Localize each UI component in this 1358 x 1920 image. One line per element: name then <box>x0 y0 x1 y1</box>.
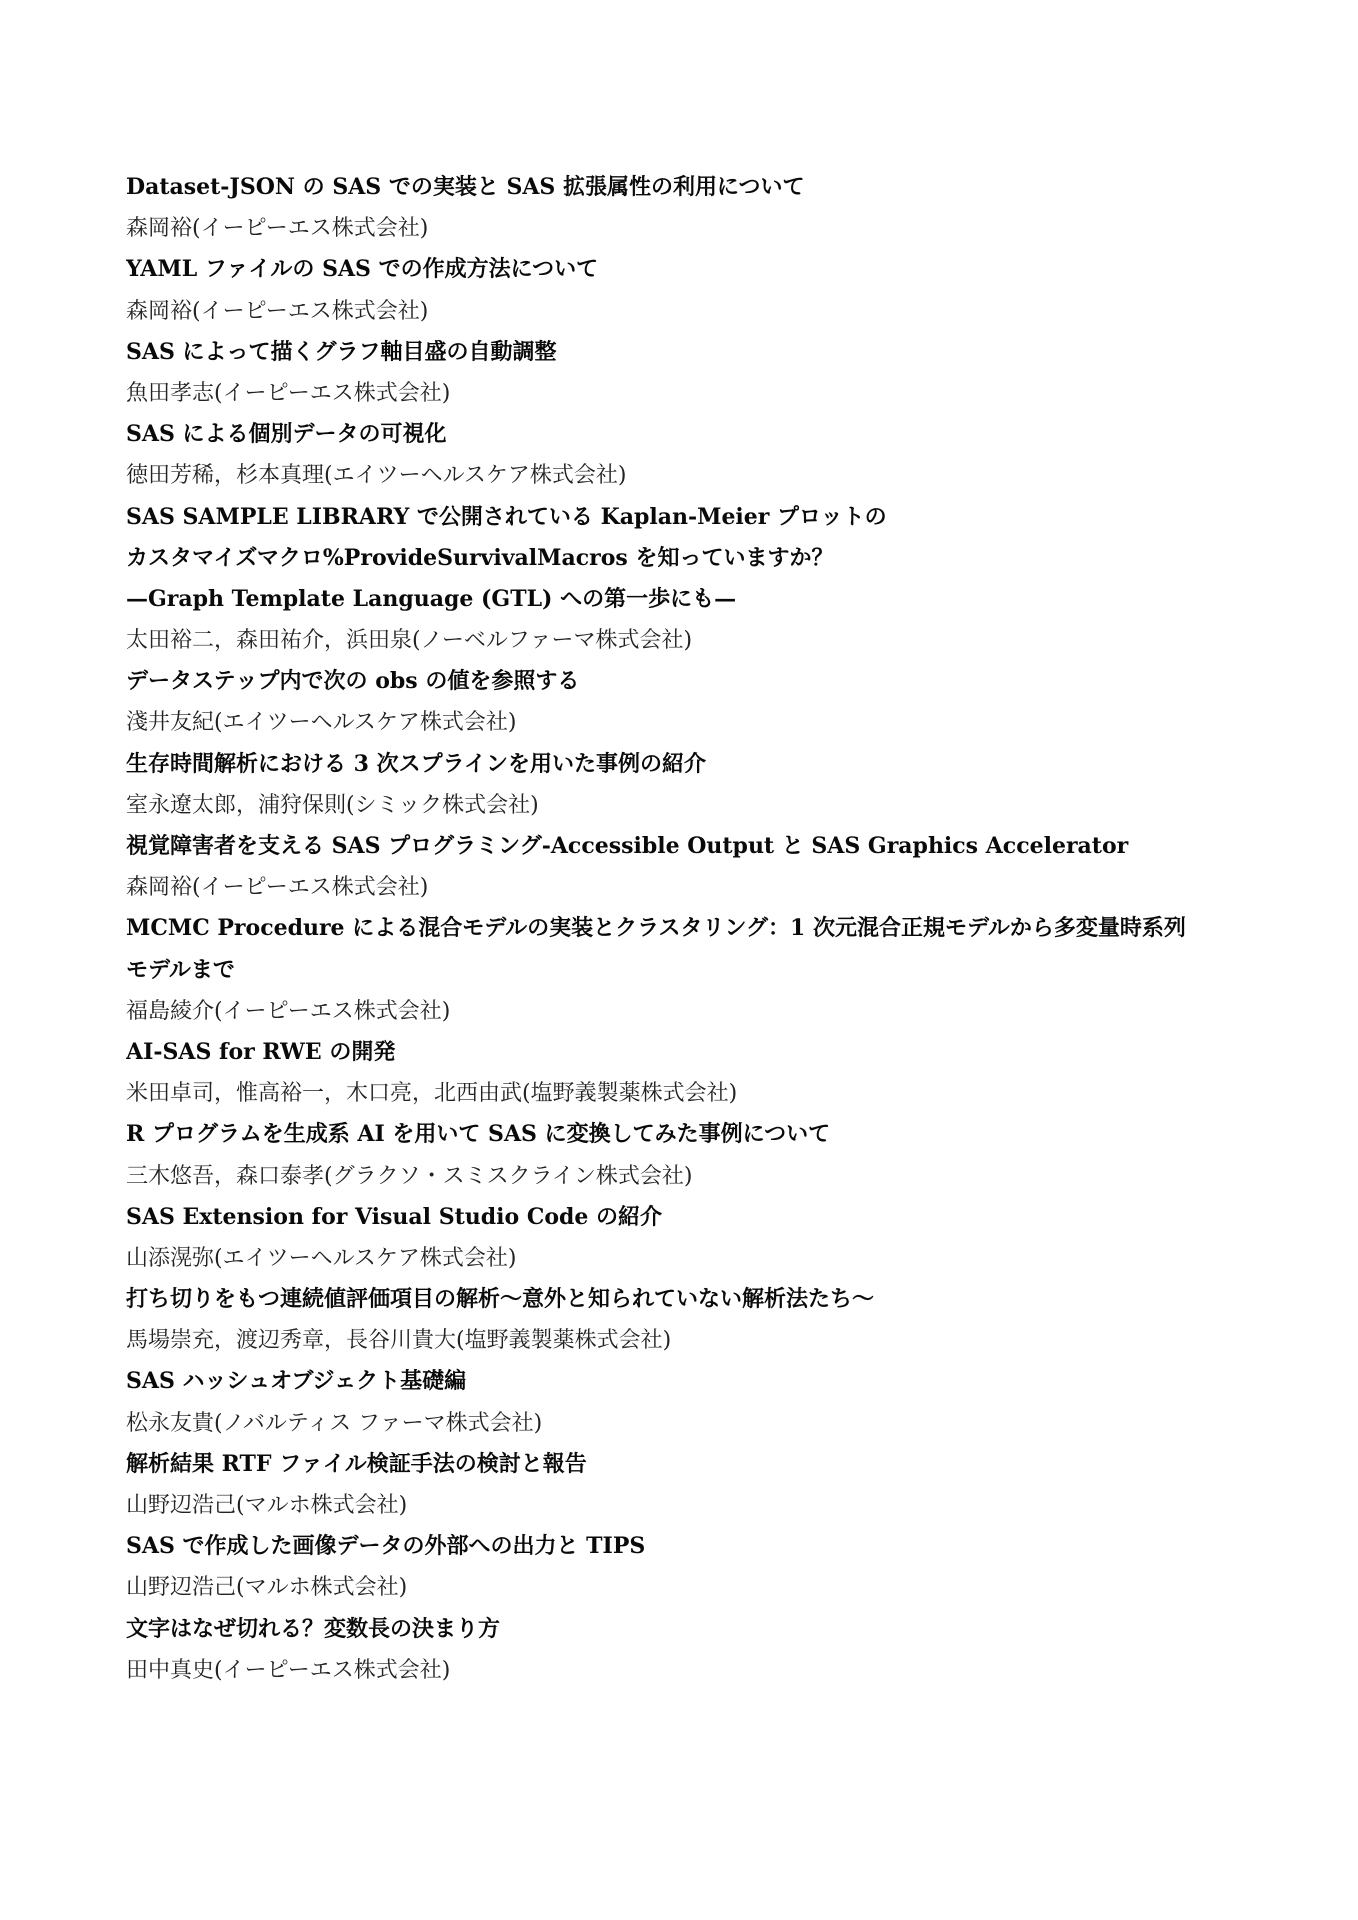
list-item <box>126 826 1266 908</box>
presentation-list <box>126 167 1266 1691</box>
presentation-authors: 徳田芳稀，杉本真理(エイツーヘルスケア株式会社) <box>126 463 627 489</box>
presentation-authors: 室永遼太郎，浦狩保則(シミック株式会社) <box>126 792 539 818</box>
presentation-title: AI-SAS for RWE の開発 <box>126 1038 396 1065</box>
presentation-title: 生存時間解析における 3 次スプラインを用いた事例の紹介 <box>126 750 706 777</box>
presentation-authors: 太田裕二，森田祐介，浜田泉(ノーベルファーマ株式会社) <box>126 628 693 654</box>
presentation-title: YAML ファイルの SAS での作成方法について <box>126 256 599 283</box>
list-item <box>126 908 1266 1032</box>
list-item <box>126 661 1266 743</box>
presentation-title: R プログラムを生成系 AI を用いて SAS に変換してみた事例について <box>126 1121 831 1148</box>
presentation-subtitle: —Graph Template Language (GTL) への第一歩にも— <box>126 585 737 612</box>
list-item <box>126 1114 1266 1196</box>
list-item <box>126 414 1266 496</box>
list-item <box>126 249 1266 331</box>
list-item <box>126 1526 1266 1608</box>
presentation-authors: 田中真史(イーピーエス株式会社) <box>126 1657 451 1683</box>
list-item <box>126 1609 1266 1691</box>
presentation-title: SAS ハッシュオブジェクト基礎編 <box>126 1368 467 1395</box>
presentation-authors: 松永友貴(ノバルティス ファーマ株式会社) <box>126 1410 543 1436</box>
presentation-authors: 山添滉弥(エイツーヘルスケア株式会社) <box>126 1245 517 1271</box>
presentation-title: 解析結果 RTF ファイル検証手法の検討と報告 <box>126 1450 587 1477</box>
presentation-title: SAS による個別データの可視化 <box>126 421 447 448</box>
presentation-title: データステップ内で次の obs の値を参照する <box>126 668 580 695</box>
presentation-authors: 米田卓司，惟高裕一，木口亮，北西由武(塩野義製薬株式会社) <box>126 1081 738 1107</box>
list-item <box>126 167 1266 249</box>
presentation-authors: 山野辺浩己(マルホ株式会社) <box>126 1575 408 1601</box>
presentation-title: Dataset-JSON の SAS での実装と SAS 拡張属性の利用について <box>126 174 805 200</box>
presentation-title: SAS Extension for Visual Studio Code の紹介 <box>126 1203 663 1230</box>
presentation-title: SAS で作成した画像データの外部への出力と TIPS <box>126 1533 646 1560</box>
presentation-authors: 淺井友紀(エイツーヘルスケア株式会社) <box>126 710 517 736</box>
presentation-authors: 森岡裕(イーピーエス株式会社) <box>126 298 429 324</box>
list-item <box>126 1361 1266 1443</box>
presentation-authors: 山野辺浩己(マルホ株式会社) <box>126 1493 408 1518</box>
presentation-title: SAS によって描くグラフ軸目盛の自動調整 <box>126 338 557 365</box>
list-item <box>126 1444 1266 1526</box>
presentation-title: SAS SAMPLE LIBRARY で公開されている Kaplan-Meier プロットの <box>126 503 887 530</box>
presentation-authors: 馬場崇充，渡辺秀章，長谷川貴大(塩野義製薬株式会社) <box>126 1328 672 1354</box>
presentation-title: MCMC Procedure による混合モデルの実装とクラスタリング：1 次元混合正規モデルから多変量時系列 <box>126 915 1186 942</box>
presentation-title: 打ち切りをもつ連続値評価項目の解析～意外と知られていない解析法たち～ <box>126 1286 875 1313</box>
presentation-authors: 福島綾介(イーピーエス株式会社) <box>126 998 451 1024</box>
list-item <box>126 332 1266 414</box>
presentation-title: 文字はなぜ切れる？変数長の決まり方 <box>126 1615 501 1642</box>
list-item <box>126 497 1266 662</box>
presentation-title-continued: カスタマイズマクロ%ProvideSurvivalMacros を知っていますか？ <box>126 544 834 571</box>
presentation-authors: 森岡裕(イーピーエス株式会社) <box>126 216 429 242</box>
list-item <box>126 1032 1266 1114</box>
presentation-authors: 三木悠吾，森口泰孝(グラクソ・スミスクライン株式会社) <box>126 1163 693 1189</box>
list-item <box>126 1197 1266 1279</box>
presentation-authors: 魚田孝志(イーピーエス株式会社) <box>126 380 451 406</box>
presentation-authors: 森岡裕(イーピーエス株式会社) <box>126 875 429 901</box>
list-item <box>126 1279 1266 1361</box>
presentation-title-continued: モデルまで <box>126 956 235 983</box>
presentation-title: 視覚障害者を支える SAS プログラミング-Accessible Output と SAS Graphics Accelerator <box>126 833 1129 859</box>
list-item <box>126 744 1266 826</box>
